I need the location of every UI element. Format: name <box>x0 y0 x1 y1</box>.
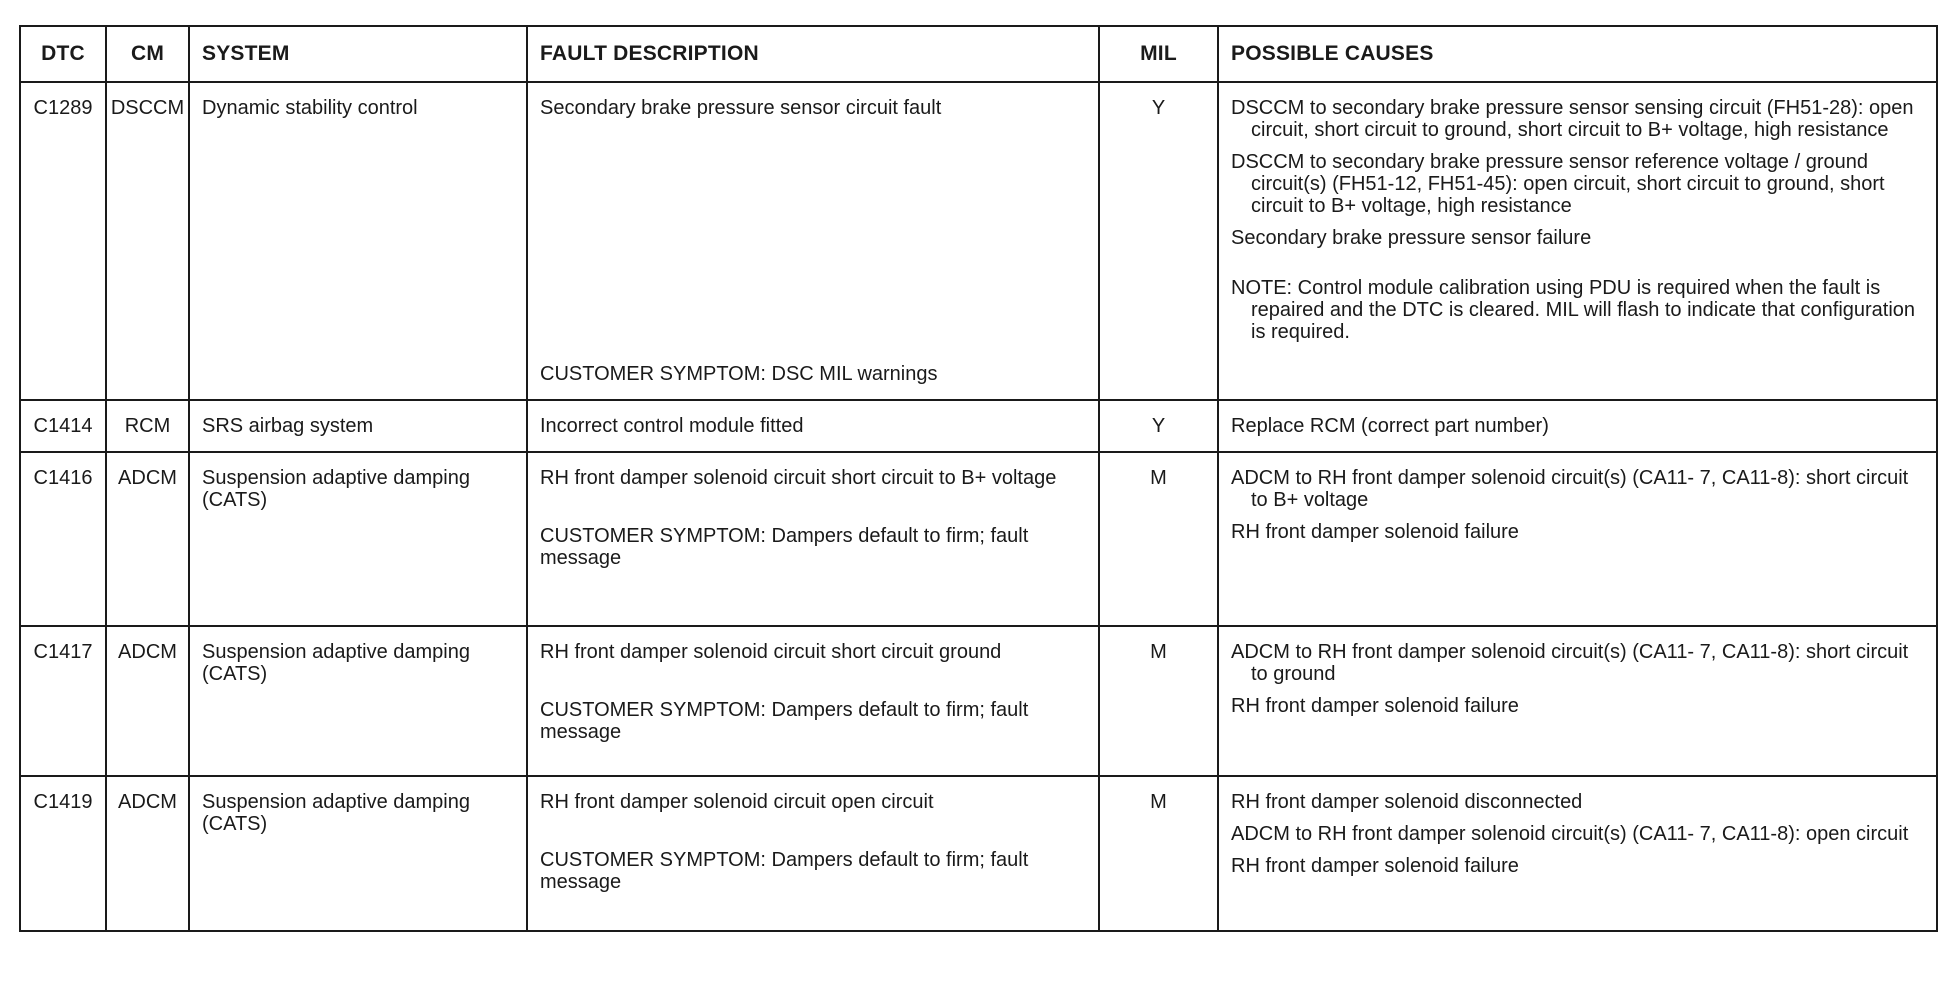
cause-item: RH front damper solenoid disconnected <box>1231 791 1583 813</box>
dtc-cell <box>20 82 106 400</box>
cm-code: ADCM <box>118 641 177 663</box>
customer-symptom: CUSTOMER SYMPTOM: DSC MIL warnings <box>540 363 938 385</box>
cm-code: DSCCM <box>110 97 185 119</box>
system-text: Suspension adaptive damping (CATS) <box>202 641 470 685</box>
cause-item: DSCCM to secondary brake pressure sensor reference voltage / ground circuit(s) (FH51-12, FH51-45): open circuit, short circuit to ground, short circuit to B+ voltage, high resistance <box>1231 151 1885 217</box>
fault-description: RH front damper solenoid circuit open circuit <box>540 791 934 813</box>
causes-cell <box>1218 82 1937 400</box>
cause-item: RH front damper solenoid failure <box>1231 695 1519 717</box>
fault-description: Incorrect control module fitted <box>540 415 804 437</box>
header-possible-causes: POSSIBLE CAUSES <box>1218 26 1937 82</box>
cm-cell <box>106 776 189 931</box>
dtc-code: C1289 <box>33 97 93 119</box>
cause-item: Replace RCM (correct part number) <box>1231 415 1549 437</box>
dtc-code: C1419 <box>33 791 93 813</box>
causes-wrap <box>1219 627 1936 727</box>
causes-cell <box>1218 400 1937 452</box>
mil-cell <box>1099 400 1218 452</box>
fault-cell <box>527 82 1099 400</box>
fault-wrap <box>528 627 1098 753</box>
customer-symptom: CUSTOMER SYMPTOM: Dampers default to firm; fault message <box>540 699 1029 743</box>
system-cell <box>189 452 527 626</box>
table-row <box>20 452 1937 626</box>
cause-item: ADCM to RH front damper solenoid circuit(s) (CA11- 7, CA11-8): short circuit to B+ voltage <box>1231 467 1909 511</box>
mil-value: Y <box>1151 97 1166 119</box>
header-system: SYSTEM <box>189 26 527 82</box>
causes-cell <box>1218 452 1937 626</box>
spacer <box>540 663 1088 699</box>
mil-cell <box>1099 452 1218 626</box>
system-text: Suspension adaptive damping (CATS) <box>202 791 470 835</box>
dtc-code: C1414 <box>33 415 93 437</box>
causes-wrap <box>1219 453 1936 553</box>
mil-cell <box>1099 776 1218 931</box>
fault-wrap <box>528 777 1098 903</box>
cm-cell <box>106 626 189 776</box>
dtc-table-sheet <box>19 25 1936 932</box>
dtc-code: C1416 <box>33 467 93 489</box>
dtc-cell <box>20 452 106 626</box>
table-row <box>20 626 1937 776</box>
header-mil: MIL <box>1099 26 1218 82</box>
cm-cell <box>106 82 189 400</box>
cause-item: RH front damper solenoid failure <box>1231 855 1519 877</box>
cm-cell <box>106 452 189 626</box>
mil-cell <box>1099 82 1218 400</box>
fault-cell <box>527 452 1099 626</box>
header-cm: CM <box>106 26 189 82</box>
cause-item: Secondary brake pressure sensor failure <box>1231 227 1592 249</box>
dtc-table <box>19 25 1938 932</box>
dtc-cell <box>20 626 106 776</box>
causes-cell <box>1218 626 1937 776</box>
mil-value: Y <box>1151 415 1166 437</box>
customer-symptom: CUSTOMER SYMPTOM: Dampers default to firm; fault message <box>540 849 1029 893</box>
header-dtc: DTC <box>20 26 106 82</box>
causes-wrap <box>1219 777 1936 887</box>
fault-description: RH front damper solenoid circuit short circuit to B+ voltage <box>540 467 1057 489</box>
mil-value: M <box>1150 791 1167 813</box>
system-cell <box>189 82 527 400</box>
mil-cell <box>1099 626 1218 776</box>
table-row <box>20 82 1937 400</box>
mil-value: M <box>1150 641 1167 663</box>
fault-cell <box>527 626 1099 776</box>
spacer <box>540 813 1088 849</box>
table-row <box>20 776 1937 931</box>
cm-code: ADCM <box>118 467 177 489</box>
system-text: Dynamic stability control <box>202 97 418 119</box>
spacer <box>540 489 1088 525</box>
table-row <box>20 400 1937 452</box>
cause-item: ADCM to RH front damper solenoid circuit(s) (CA11- 7, CA11-8): open circuit <box>1231 823 1909 845</box>
header-fault-description: FAULT DESCRIPTION <box>527 26 1099 82</box>
dtc-cell <box>20 776 106 931</box>
mil-value: M <box>1150 467 1167 489</box>
fault-wrap <box>528 83 1098 399</box>
causes-cell <box>1218 776 1937 931</box>
system-cell <box>189 626 527 776</box>
dtc-cell <box>20 400 106 452</box>
fault-description: Secondary brake pressure sensor circuit fault <box>540 97 942 119</box>
cause-item: RH front damper solenoid failure <box>1231 521 1519 543</box>
system-cell <box>189 776 527 931</box>
system-text: SRS airbag system <box>202 415 374 437</box>
fault-wrap <box>528 453 1098 579</box>
system-text: Suspension adaptive damping (CATS) <box>202 467 470 511</box>
cm-code: ADCM <box>118 791 177 813</box>
causes-wrap <box>1219 401 1936 447</box>
fault-description: RH front damper solenoid circuit short circuit ground <box>540 641 1002 663</box>
system-cell <box>189 400 527 452</box>
causes-wrap <box>1219 83 1936 353</box>
cause-item: DSCCM to secondary brake pressure sensor sensing circuit (FH51-28): open circuit, short circuit to ground, short circuit to B+ voltage, high resistance <box>1231 97 1914 141</box>
cm-cell <box>106 400 189 452</box>
cause-item: ADCM to RH front damper solenoid circuit(s) (CA11- 7, CA11-8): short circuit to ground <box>1231 641 1909 685</box>
table-header-row <box>20 26 1937 82</box>
fault-cell <box>527 400 1099 452</box>
fault-cell <box>527 776 1099 931</box>
cm-code: RCM <box>124 415 171 437</box>
cause-note: NOTE: Control module calibration using PDU is required when the fault is repaired and the DTC is cleared. MIL will flash to indicate that configuration is required. <box>1231 277 1916 343</box>
customer-symptom: CUSTOMER SYMPTOM: Dampers default to firm; fault message <box>540 525 1029 569</box>
dtc-code: C1417 <box>33 641 93 663</box>
